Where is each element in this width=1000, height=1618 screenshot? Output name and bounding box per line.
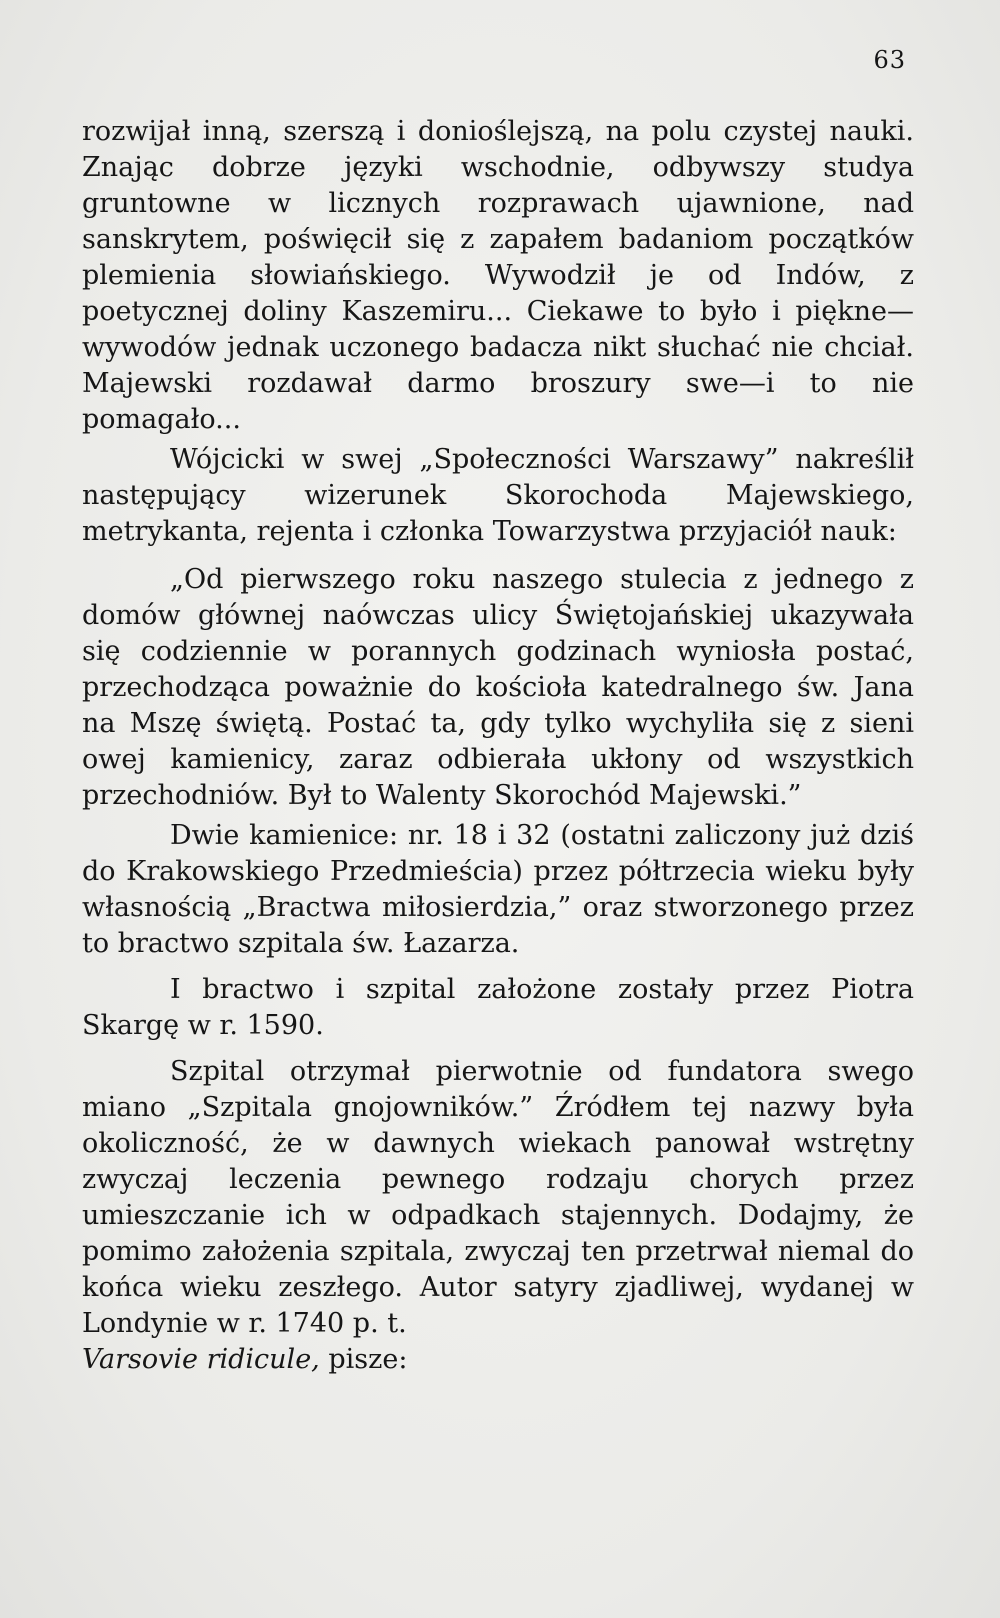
paragraph-szpital: Szpital otrzymał pierwotnie od fundatora swego miano „Szpitala gnojowników.” Źródłem tej nazwy była okoliczność, że w dawnych wiekach panował wstrętny zwyczaj leczenia pewnego rodzaju chorych przez umieszczanie ich w odpadkach stajennych. Dodajmy, że pomimo założenia szpitala, zwyczaj ten przetrwał niemal do końca wieku zeszłego. Autor satyry zjadliwej, wydanej w Londynie w r. 1740 p. t. xyxy=(82,1056,914,1339)
paragraph-quote: „Od pierwszego roku naszego stulecia z jednego z domów głównej naówczas ulicy Świętojańskiej ukazywała się codziennie w porannych godzinach wyniosła postać, przechodząca poważnie do kościoła katedralnego św. Jana na Mszę świętą. Postać ta, gdy tylko wychyliła się z sieni owej kamienicy, zaraz odbierała ukłony od wszystkich przechodniów. Był to Walenty Skorochód Majewski.” xyxy=(82,564,914,811)
closing-rest: pisze: xyxy=(319,1344,408,1375)
closing-line xyxy=(82,1342,914,1378)
work-title: Varsovie ridicule, xyxy=(82,1344,320,1375)
paragraph-kamienice: Dwie kamienice: nr. 18 i 32 (ostatni zaliczony już dziś do Krakowskiego Przedmieścia) przez półtrzecia wieku były własnością „Bractwa miłosierdzia,” oraz stworzonego przez to bractwo szpitala św. Łazarza. xyxy=(82,820,914,959)
body-text xyxy=(82,114,914,1378)
paragraph-majewski-studies: rozwijał inną, szerszą i donioślejszą, na polu czystej nauki. Znając dobrze języki wschodnie, odbywszy studya gruntowne w licznych rozprawach ujawnione, nad sanskrytem, poświęcił się z zapałem badaniom początków plemienia słowiańskiego. Wywodził je od Indów, z poetycznej doliny Kaszemiru... Ciekawe to było i piękne—wywodów jednak uczonego badacza nikt słuchać nie chciał. Majewski rozdawał darmo broszury swe—i to nie pomagało... xyxy=(82,116,914,435)
paragraph-skarga: I bractwo i szpital założone zostały przez Piotra Skargę w r. 1590. xyxy=(82,974,914,1041)
page-number: 63 xyxy=(873,46,906,74)
paragraph-wojcicki: Wójcicki w swej „Społeczności Warszawy” nakreślił następujący wizerunek Skorochoda Majewskiego, metrykanta, rejenta i członka Towarzystwa przyjaciół nauk: xyxy=(82,444,914,547)
